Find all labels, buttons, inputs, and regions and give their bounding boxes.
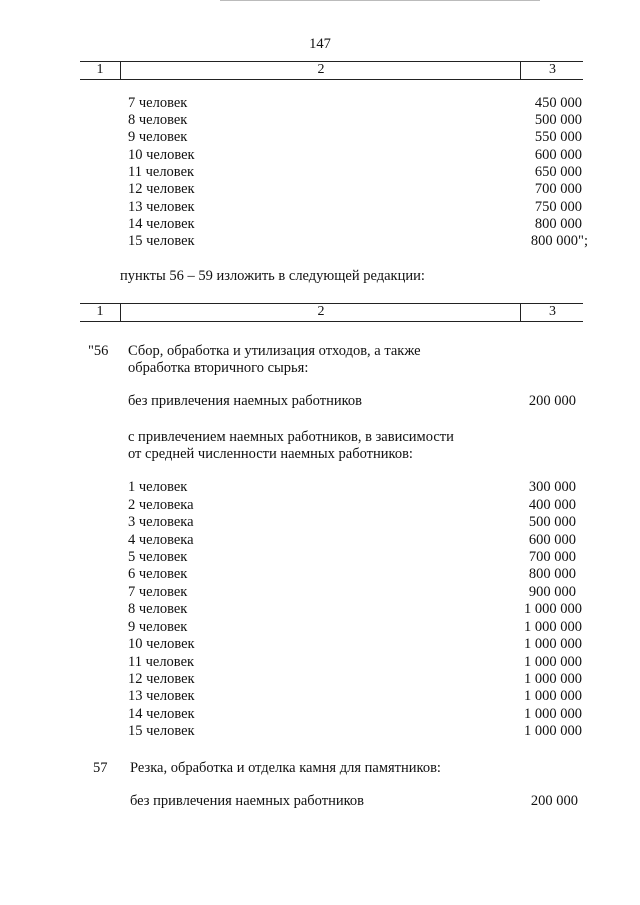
row-value: 1 000 000 bbox=[524, 636, 582, 652]
row-label: 15 человек bbox=[128, 723, 195, 739]
row-value: 1 000 000 bbox=[524, 654, 582, 670]
list-item bbox=[128, 233, 588, 250]
page-number: 147 bbox=[309, 36, 331, 52]
list-item bbox=[128, 532, 582, 549]
row-value: 400 000 bbox=[528, 497, 576, 513]
row-label: 7 человек bbox=[128, 95, 188, 111]
row-value: 500 000 bbox=[534, 112, 582, 128]
row-label: 8 человек bbox=[128, 112, 188, 128]
row-label: 14 человек bbox=[128, 706, 195, 722]
list-item bbox=[128, 164, 582, 181]
list-item bbox=[128, 601, 582, 618]
list-item bbox=[128, 95, 582, 112]
header-col-3: 3 bbox=[520, 62, 584, 79]
header-col-2: 2 bbox=[120, 62, 521, 79]
list-item bbox=[128, 619, 582, 636]
row-label: без привлечения наемных работников bbox=[128, 393, 362, 409]
row-label: 12 человек bbox=[128, 181, 195, 197]
row-label: 14 человек bbox=[128, 216, 195, 232]
row-value: 800 000 bbox=[528, 566, 576, 582]
item-title-line: обработка вторичного сырья: bbox=[128, 360, 309, 376]
row-value: 1 000 000 bbox=[524, 723, 582, 739]
list-item bbox=[128, 181, 582, 198]
row-label: без привлечения наемных работников bbox=[130, 793, 364, 809]
item-title-line: Резка, обработка и отделка камня для памятников: bbox=[130, 760, 441, 776]
item-title-line: Сбор, обработка и утилизация отходов, а также bbox=[128, 343, 421, 359]
row-value: 600 000 bbox=[534, 147, 582, 163]
row-label: 9 человек bbox=[128, 619, 188, 635]
row-label: 15 человек bbox=[128, 233, 195, 249]
row-label: 3 человека bbox=[128, 514, 194, 530]
top-edge-line bbox=[220, 0, 540, 1]
row-label: 11 человек bbox=[128, 654, 195, 670]
row-value: 600 000 bbox=[528, 532, 576, 548]
list-item bbox=[128, 147, 582, 164]
item-number: "56 bbox=[88, 343, 109, 359]
row-value: 650 000 bbox=[534, 164, 582, 180]
list-item bbox=[128, 688, 582, 705]
list-item bbox=[128, 584, 582, 601]
row-label: 6 человек bbox=[128, 566, 188, 582]
row-value: 700 000 bbox=[534, 181, 582, 197]
row-value: 500 000 bbox=[528, 514, 576, 530]
header-col-1: 1 bbox=[96, 304, 104, 319]
list-item bbox=[128, 514, 582, 531]
row-label: 13 человек bbox=[128, 688, 195, 704]
row-value: 450 000 bbox=[534, 95, 582, 111]
list-item bbox=[128, 199, 582, 216]
row-label: 9 человек bbox=[128, 129, 188, 145]
row-label: 5 человек bbox=[128, 549, 188, 565]
row-label: 12 человек bbox=[128, 671, 195, 687]
row-value: 550 000 bbox=[534, 129, 582, 145]
row-value: 700 000 bbox=[528, 549, 576, 565]
list-item bbox=[128, 497, 582, 514]
list-item bbox=[128, 566, 582, 583]
row-label: 8 человек bbox=[128, 601, 188, 617]
row-value: 200 000 bbox=[528, 393, 576, 409]
hire-condition-line: с привлечением наемных работников, в зависимости bbox=[128, 429, 454, 445]
list-item bbox=[128, 654, 582, 671]
row-label: 4 человека bbox=[128, 532, 194, 548]
list-item bbox=[128, 479, 582, 496]
header-col-1: 1 bbox=[96, 62, 104, 77]
row-label: 2 человека bbox=[128, 497, 194, 513]
no-hire-row bbox=[130, 793, 578, 810]
amendment-text: пункты 56 – 59 изложить в следующей редакции: bbox=[120, 268, 425, 284]
row-label: 11 человек bbox=[128, 164, 195, 180]
table-header bbox=[80, 303, 583, 322]
row-value: 200 000 bbox=[530, 793, 578, 809]
list-item bbox=[128, 636, 582, 653]
list-item bbox=[128, 112, 582, 129]
row-value: 1 000 000 bbox=[524, 601, 582, 617]
header-col-3: 3 bbox=[520, 304, 584, 321]
row-value: 900 000 bbox=[528, 584, 576, 600]
no-hire-row bbox=[128, 393, 582, 410]
item-number: 57 bbox=[93, 760, 108, 776]
row-value: 750 000 bbox=[534, 199, 582, 215]
row-label: 7 человек bbox=[128, 584, 188, 600]
row-label: 1 человек bbox=[128, 479, 188, 495]
row-value: 800 000"; bbox=[530, 233, 588, 249]
list-item bbox=[128, 216, 582, 233]
list-item bbox=[128, 671, 582, 688]
row-label: 13 человек bbox=[128, 199, 195, 215]
row-value: 800 000 bbox=[534, 216, 582, 232]
row-value: 300 000 bbox=[528, 479, 576, 495]
table-header bbox=[80, 61, 583, 80]
list-item bbox=[128, 723, 582, 740]
header-col-2: 2 bbox=[120, 304, 521, 321]
row-value: 1 000 000 bbox=[524, 706, 582, 722]
row-label: 10 человек bbox=[128, 147, 195, 163]
list-item bbox=[128, 549, 582, 566]
hire-condition-line: от средней численности наемных работников: bbox=[128, 446, 413, 462]
row-value: 1 000 000 bbox=[524, 671, 582, 687]
row-label: 10 человек bbox=[128, 636, 195, 652]
list-item bbox=[128, 706, 582, 723]
list-item bbox=[128, 129, 582, 146]
row-value: 1 000 000 bbox=[524, 688, 582, 704]
row-value: 1 000 000 bbox=[524, 619, 582, 635]
